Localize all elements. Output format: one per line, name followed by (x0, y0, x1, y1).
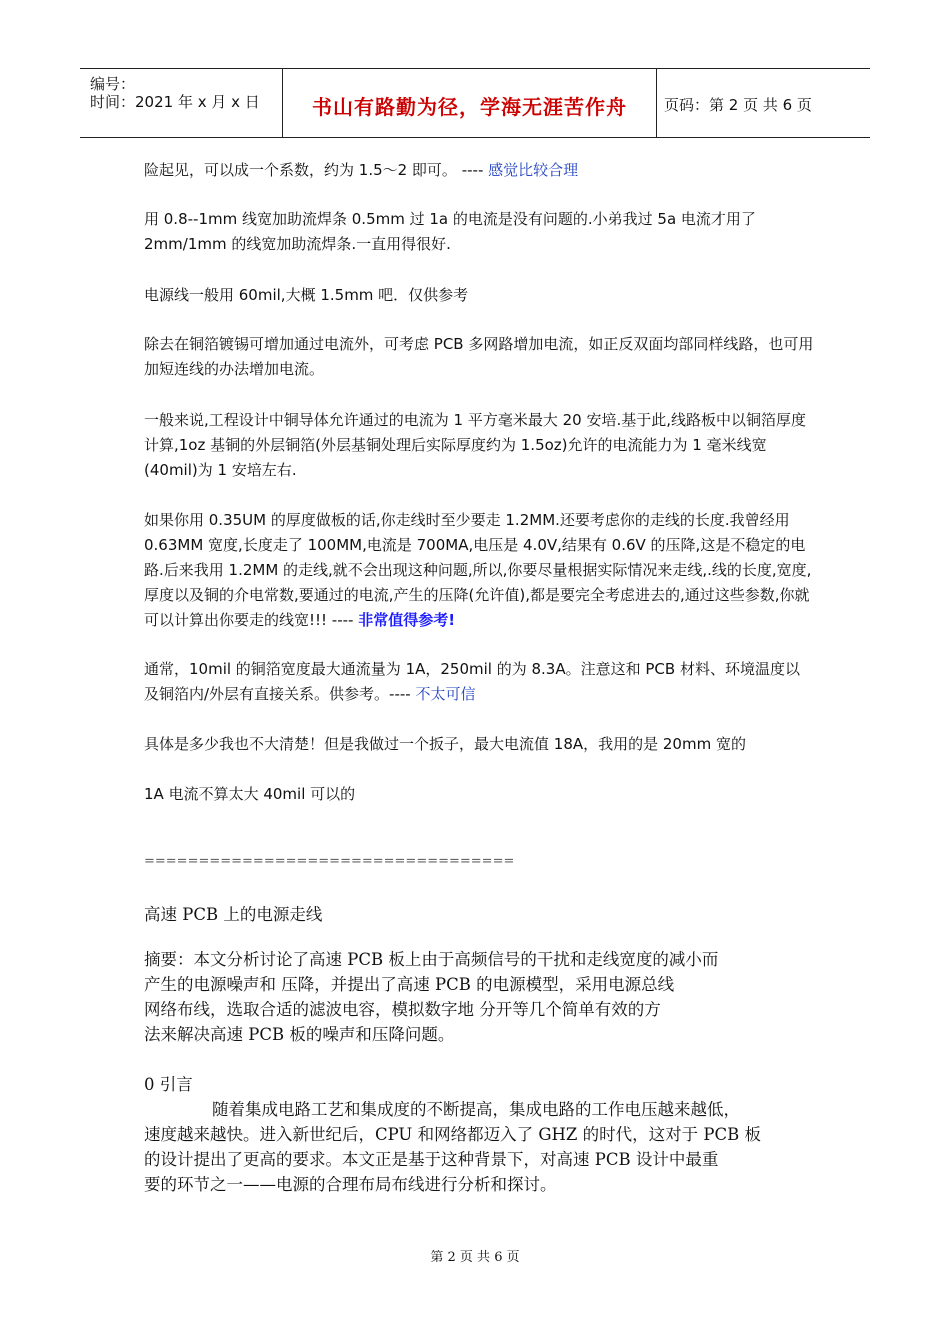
paragraph (144, 657, 814, 707)
paragraph-text: 一般来说,工程设计中铜导体允许通过的电流为 1 平方毫米最大 20 安培.基于此,线路板中以铜箔厚度计算,1oz 基铜的外层铜箔(外层基铜处理后实际厚度约为 1.5oz)允许的电流能力为 1 毫米线宽(40mil)为 1 安培左右. (144, 411, 807, 479)
abstract-line: 产生的电源噪声和 压降，并提出了高速 PCB 的电源模型，采用电源总线 (144, 975, 675, 994)
abstract-line: 网络布线，选取合适的滤波电容，模拟数字地 分开等几个简单有效的方 (144, 1000, 661, 1019)
header-meta-cell (80, 69, 282, 137)
intro-line: 要的环节之一——电源的合理布局布线进行分析和探讨。 (144, 1175, 557, 1194)
section-heading: 0 引言 (144, 1075, 193, 1094)
paragraph (144, 408, 814, 483)
intro-paragraph (144, 1097, 814, 1197)
paragraph-text: 电源线一般用 60mil,大概 1.5mm 吧．仅供参考 (144, 286, 469, 304)
paragraph (144, 283, 814, 308)
paragraph-comment: 不太可信 (415, 685, 476, 703)
article-abstract (144, 947, 814, 1047)
header-motto-cell (282, 69, 657, 137)
paragraph (144, 508, 814, 633)
paragraph-comment: 感觉比较合理 (488, 161, 579, 179)
paragraph (144, 332, 814, 382)
paragraph-text: 如果你用 0.35UM 的厚度做板的话,你走线时至少要走 1.2MM.还要考虑你的走线的长度.我曾经用 0.63MM 宽度,长度走了 100MM,电流是 700MA,电压是 4.0V,结果有 0.6V 的压降,这是不稳定的电路.后来我用 1.2MM 的走线,就不会出现这种问题,所以,你要尽量根据实际情况来走线,.线的长度,宽度,厚度以及铜的介电常数,要通过的电流,产生的压降(允许值),都是要完全考虑进去的,通过这些参数,你就可以计算出你要走的线宽!!! ---- (144, 511, 812, 629)
paragraph-text: 用 0.8--1mm 线宽加助流焊条 0.5mm 过 1a 的电流是没有问题的.小弟我过 5a 电流才用了 2mm/1mm 的线宽加助流焊条.一直用得很好. (144, 210, 756, 253)
paragraph-text: 1A 电流不算太大 40mil 可以的 (144, 785, 356, 803)
abstract-line: 摘要：本文分析讨论了高速 PCB 板上由于高频信号的干扰和走线宽度的减小而 (144, 950, 719, 969)
intro-line: 的设计提出了更高的要求。本文正是基于这种背景下，对高速 PCB 设计中最重 (144, 1150, 719, 1169)
paragraph-text: 具体是多少我也不大清楚！但是我做过一个扳子，最大电流值 18A，我用的是 20mm 宽的 (144, 735, 746, 753)
page-header (80, 68, 870, 138)
paragraph-comment: 非常值得参考! (358, 611, 456, 629)
header-motto: 书山有路勤为径，学海无涯苦作舟 (312, 95, 627, 119)
separator-line: ================================== (144, 854, 515, 869)
paragraph (144, 732, 814, 757)
paragraph-text: 除去在铜箔镀锡可增加通过电流外，可考虑 PCB 多网路增加电流，如正反双面均部同样线路，也可用加短连线的办法增加电流。 (144, 335, 814, 378)
paragraph (144, 158, 814, 183)
abstract-line: 法来解决高速 PCB 板的噪声和压降问题。 (144, 1025, 455, 1044)
paragraph (144, 782, 814, 807)
document-number-label: 编号： (90, 75, 136, 93)
header-page-number: 页码：第 2 页 共 6 页 (664, 96, 812, 114)
paragraph-text: 险起见，可以成一个系数，约为 1.5～2 即可。 ---- (144, 161, 489, 179)
intro-line: 速度越来越快。进入新世纪后，CPU 和网络都迈入了 GHZ 的时代，这对于 PCB 板 (144, 1125, 761, 1144)
paragraph (144, 207, 814, 257)
document-time-label: 时间：2021 年 x 月 x 日 (90, 93, 260, 111)
header-page-cell (656, 69, 870, 137)
intro-line: 随着集成电路工艺和集成度的不断提高，集成电路的工作电压越来越低， (212, 1100, 740, 1119)
paragraph-text: 通常，10mil 的铜箔宽度最大通流量为 1A，250mil 的为 8.3A。注意这和 PCB 材料、环境温度以及铜箔内/外层有直接关系。供参考。---- (144, 660, 800, 703)
article-title: 高速 PCB 上的电源走线 (144, 905, 323, 924)
page-footer: 第 2 页 共 6 页 (430, 1250, 520, 1265)
